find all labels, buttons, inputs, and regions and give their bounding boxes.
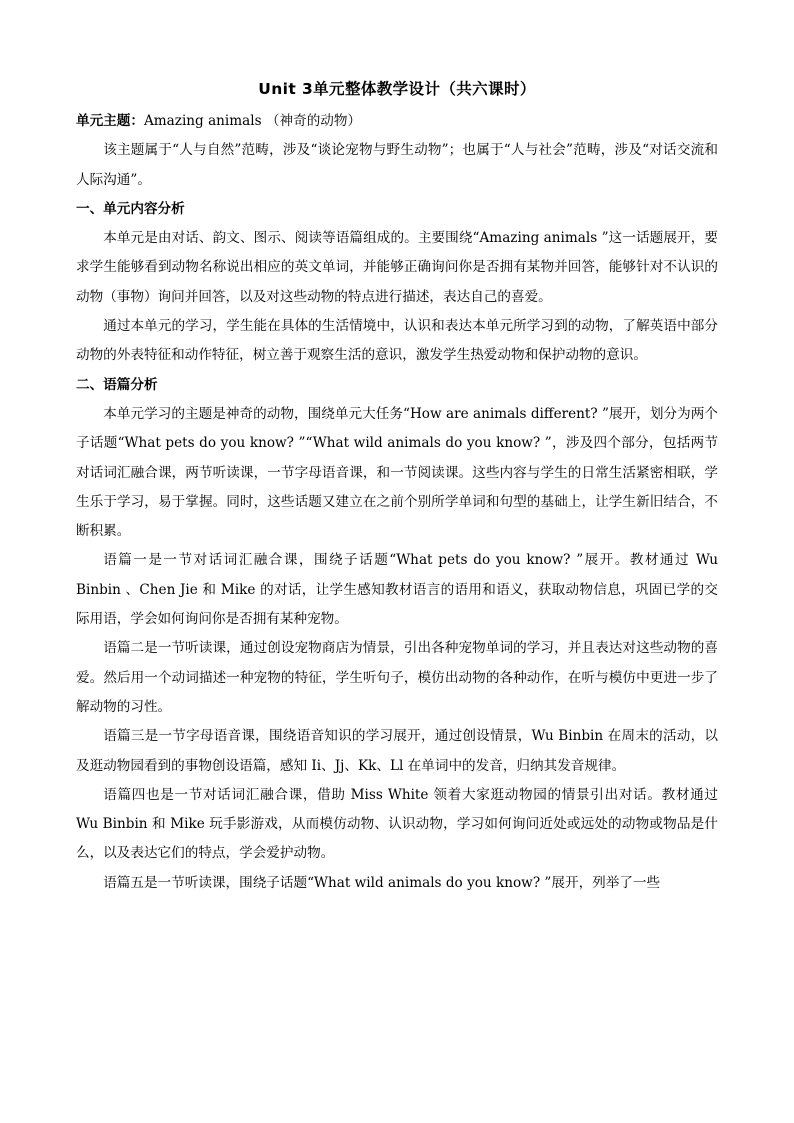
text-analysis-paragraph-6: 语篇五是一节听读课，围绕子话题“What wild animals do you know? ”展开，列举了一些 xyxy=(103,874,661,891)
content-analysis-paragraph-1: 本单元是由对话、韵文、图示、阅读等语篇组成的。主要围绕“Amazing animals ”这一话题展开，要求学生能够看到动物名称说出相应的英文单词，并能够正确询问你是否拥有某物并回答，能够针对不认识的动物（事物）询问并回答，以及对这些动物的特点进行描述，表达自己的喜爱。 xyxy=(76,230,718,305)
text-analysis-paragraph-4: 语篇三是一节字母语音课，围绕语音知识的学习展开，通过创设情景，Wu Binbin 在周末的活动，以及逛动物园看到的事物创设语篇，感知 Ii、Jj、Kk、Ll 在单词中的发音，归纳其发音规律。 xyxy=(76,728,718,774)
unit-theme xyxy=(76,107,718,136)
unit-theme-label: 单元主题： xyxy=(76,113,144,129)
theme-description: 该主题属于“人与自然”范畴，涉及“谈论宠物与野生动物”；也属于“人与社会”范畴，涉及“对话交流和人际沟通”。 xyxy=(76,142,718,188)
document-title: Unit 3单元整体教学设计（共六课时） xyxy=(258,80,536,98)
text-analysis-paragraph-2: 语篇一是一节对话词汇融合课，围绕子话题“What pets do you know? ”展开。教材通过 Wu Binbin 、Chen Jie 和 Mike 的对话，让学生感知教材语言的语用和语义，获取动物信息，巩固已学的交际用语，学会如何询问你是否拥有某种宠物。 xyxy=(76,552,718,628)
text-analysis-paragraph-5: 语篇四也是一节对话词汇融合课，借助 Miss White 领着大家逛动物园的情景引出对话。教材通过 Wu Binbin 和 Mike 玩手影游戏，从而模仿动物、认识动物，学习如何询问近处或远处的动物或物品是什么，以及表达它们的特点，学会爱护动物。 xyxy=(76,786,718,862)
text-analysis-paragraph-3: 语篇二是一节听读课，通过创设宠物商店为情景，引出各种宠物单词的学习，并且表达对这些动物的喜爱。然后用一个动词描述一种宠物的特征，学生听句子，模仿出动物的各种动作，在听与模仿中更进一步了解动物的习性。 xyxy=(76,640,718,715)
document-page xyxy=(76,78,718,898)
section-heading-text-analysis: 二、语篇分析 xyxy=(76,376,158,393)
section-heading-content-analysis: 一、单元内容分析 xyxy=(76,200,185,217)
content-analysis-paragraph-2: 通过本单元的学习，学生能在具体的生活情境中，认识和表达本单元所学习到的动物，了解英语中部分动物的外表特征和动作特征，树立善于观察生活的意识，激发学生热爱动物和保护动物的意识。 xyxy=(76,318,718,364)
unit-theme-value: Amazing animals （神奇的动物） xyxy=(143,113,362,129)
text-analysis-paragraph-1: 本单元学习的主题是神奇的动物，围绕单元大任务“How are animals different? ”展开，划分为两个子话题“What pets do you know? ”“What wild animals do you know? ”，涉及四个部分，包括两节对话词汇融合课，两节听读课，一节字母语音课，和一节阅读课。这些内容与学生的日常生活紧密相联，学生乐于学习，易于掌握。同时，这些话题又建立在之前个别所学单词和句型的基础上，让学生新旧结合，不断积累。 xyxy=(76,405,718,540)
